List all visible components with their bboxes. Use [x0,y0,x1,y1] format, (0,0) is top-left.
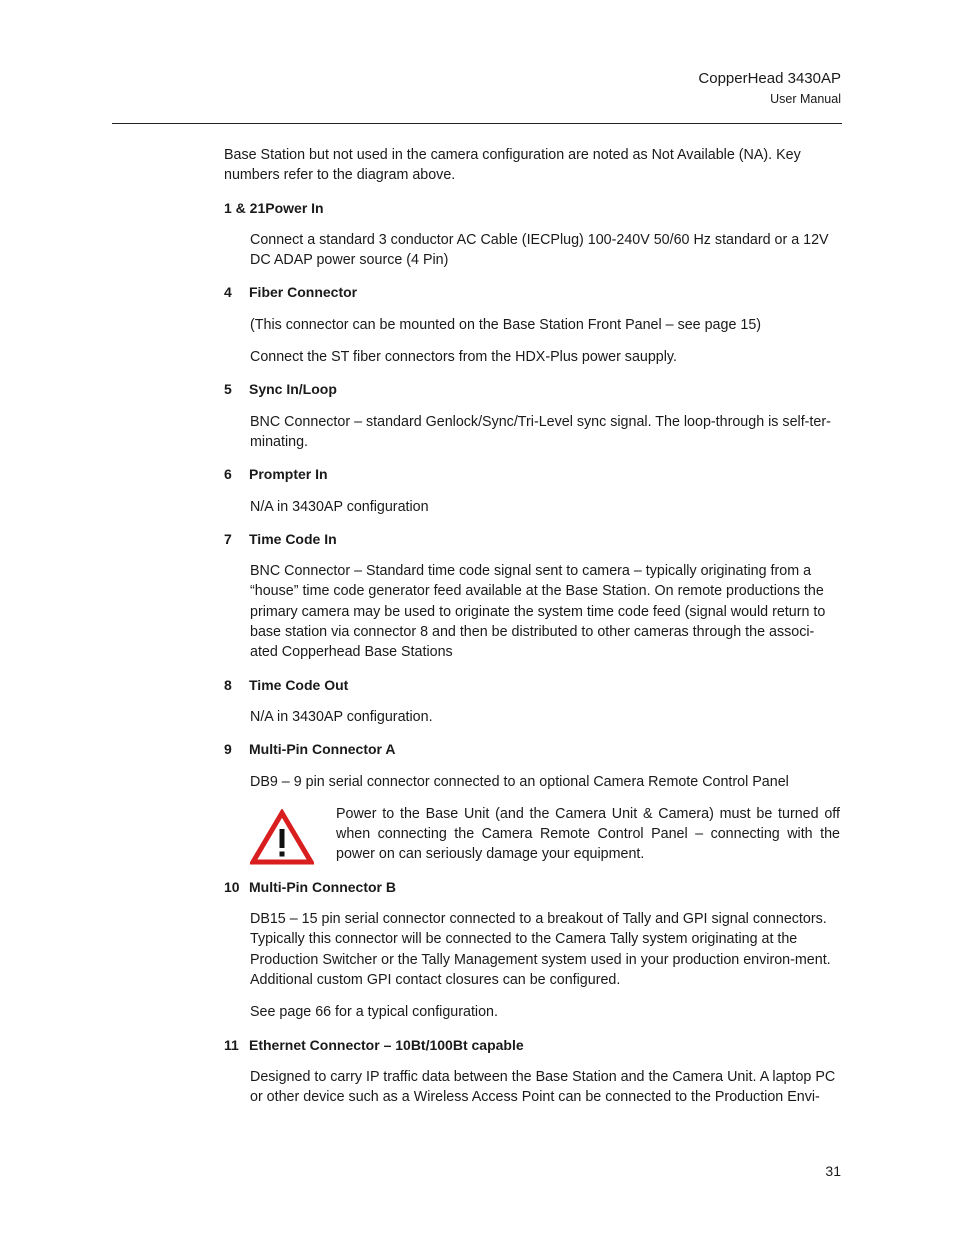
section-heading-time-code-in [224,529,840,549]
section-title: Time Code In [249,530,337,547]
header-rule [112,123,842,124]
section-title: Fiber Connector [249,284,358,301]
section-title: Multi-Pin Connector A [249,741,396,758]
section-heading-prompter-in [224,464,840,484]
section-paragraph: Connect the ST fiber connectors from the HDX-Plus power saupply. [250,349,677,366]
section-paragraph: BNC Connector – standard Genlock/Sync/Tri-Level sync signal. The loop-through is self-ter-minating. [250,413,831,450]
section-number: 9 [224,741,232,758]
section-paragraph: N/A in 3430AP configuration [250,498,429,515]
section-title: Sync In/Loop [249,381,337,398]
section-number: 7 [224,530,232,547]
section-title: Multi-Pin Connector B [249,878,396,895]
section-heading-time-code-out [224,675,840,695]
section-heading-multi-pin-connector-b [224,877,840,897]
page-number: 31 [825,1163,841,1179]
section-paragraph: N/A in 3430AP configuration. [250,708,433,725]
section-paragraph: Connect a standard 3 conductor AC Cable (IECPlug) 100-240V 50/60 Hz standard or a 12V DC ADAP power source (4 Pin) [250,231,829,269]
warning-text: Power to the Base Unit (and the Camera Unit & Camera) must be turned off when connecting the Camera Remote Control Panel – connecting with the power on can seriously damage your equipment. [336,805,840,863]
section-heading-power-in [224,198,840,218]
warning-triangle-icon [250,809,314,865]
section-paragraph: DB9 – 9 pin serial connector connected to an optional Camera Remote Control Panel [250,773,789,790]
section-number: 8 [224,676,232,693]
section-heading-ethernet-connector [224,1035,840,1055]
section-paragraph: DB15 – 15 pin serial connector connected to a breakout of Tally and GPI signal connectors. Typically this connector will be connected to the Camera Tally system originating at the Production Switcher or the Tally Management system used in your production environ-ment. Additional custom GPI contact closures can be configured. [250,911,831,988]
page-content [224,145,840,1107]
section-heading-fiber-connector [224,282,840,302]
section-heading-multi-pin-connector-a [224,739,840,759]
section-number: 10 [224,878,240,895]
section-paragraph: BNC Connector – Standard time code signal sent to camera – typically originating from a “house” time code generator feed available at the Base Station. On remote productions the primary camera may be used to originate the system time code feed (signal would return to base station via connector 8 and then be distributed to other cameras through the associ-ated Copperhead Base Stations [250,563,826,661]
section-heading-sync-in-loop [224,379,840,399]
section-number: 11 [224,1036,239,1053]
section-title: Power In [265,199,324,216]
warning-callout [224,804,840,865]
section-title: Prompter In [249,466,328,483]
header-title: CopperHead 3430AP [698,70,841,87]
section-number: 1 & 21 [224,199,266,216]
section-title: Time Code Out [249,676,349,693]
section-title: Ethernet Connector – 10Bt/100Bt capable [249,1036,524,1053]
section-paragraph: (This connector can be mounted on the Base Station Front Panel – see page 15) [250,316,762,333]
header-subtitle: User Manual [770,92,841,106]
section-paragraph: Designed to carry IP traffic data between the Base Station and the Camera Unit. A laptop PC or other device such as a Wireless Access Point can be connected to the Production Envi- [250,1068,836,1106]
section-number: 5 [224,381,232,398]
section-paragraph: See page 66 for a typical configuration. [250,1004,498,1021]
intro-paragraph: Base Station but not used in the camera configuration are noted as Not Available (NA). Key numbers refer to the diagram above. [224,147,801,184]
section-number: 4 [224,284,232,301]
section-number: 6 [224,466,232,483]
